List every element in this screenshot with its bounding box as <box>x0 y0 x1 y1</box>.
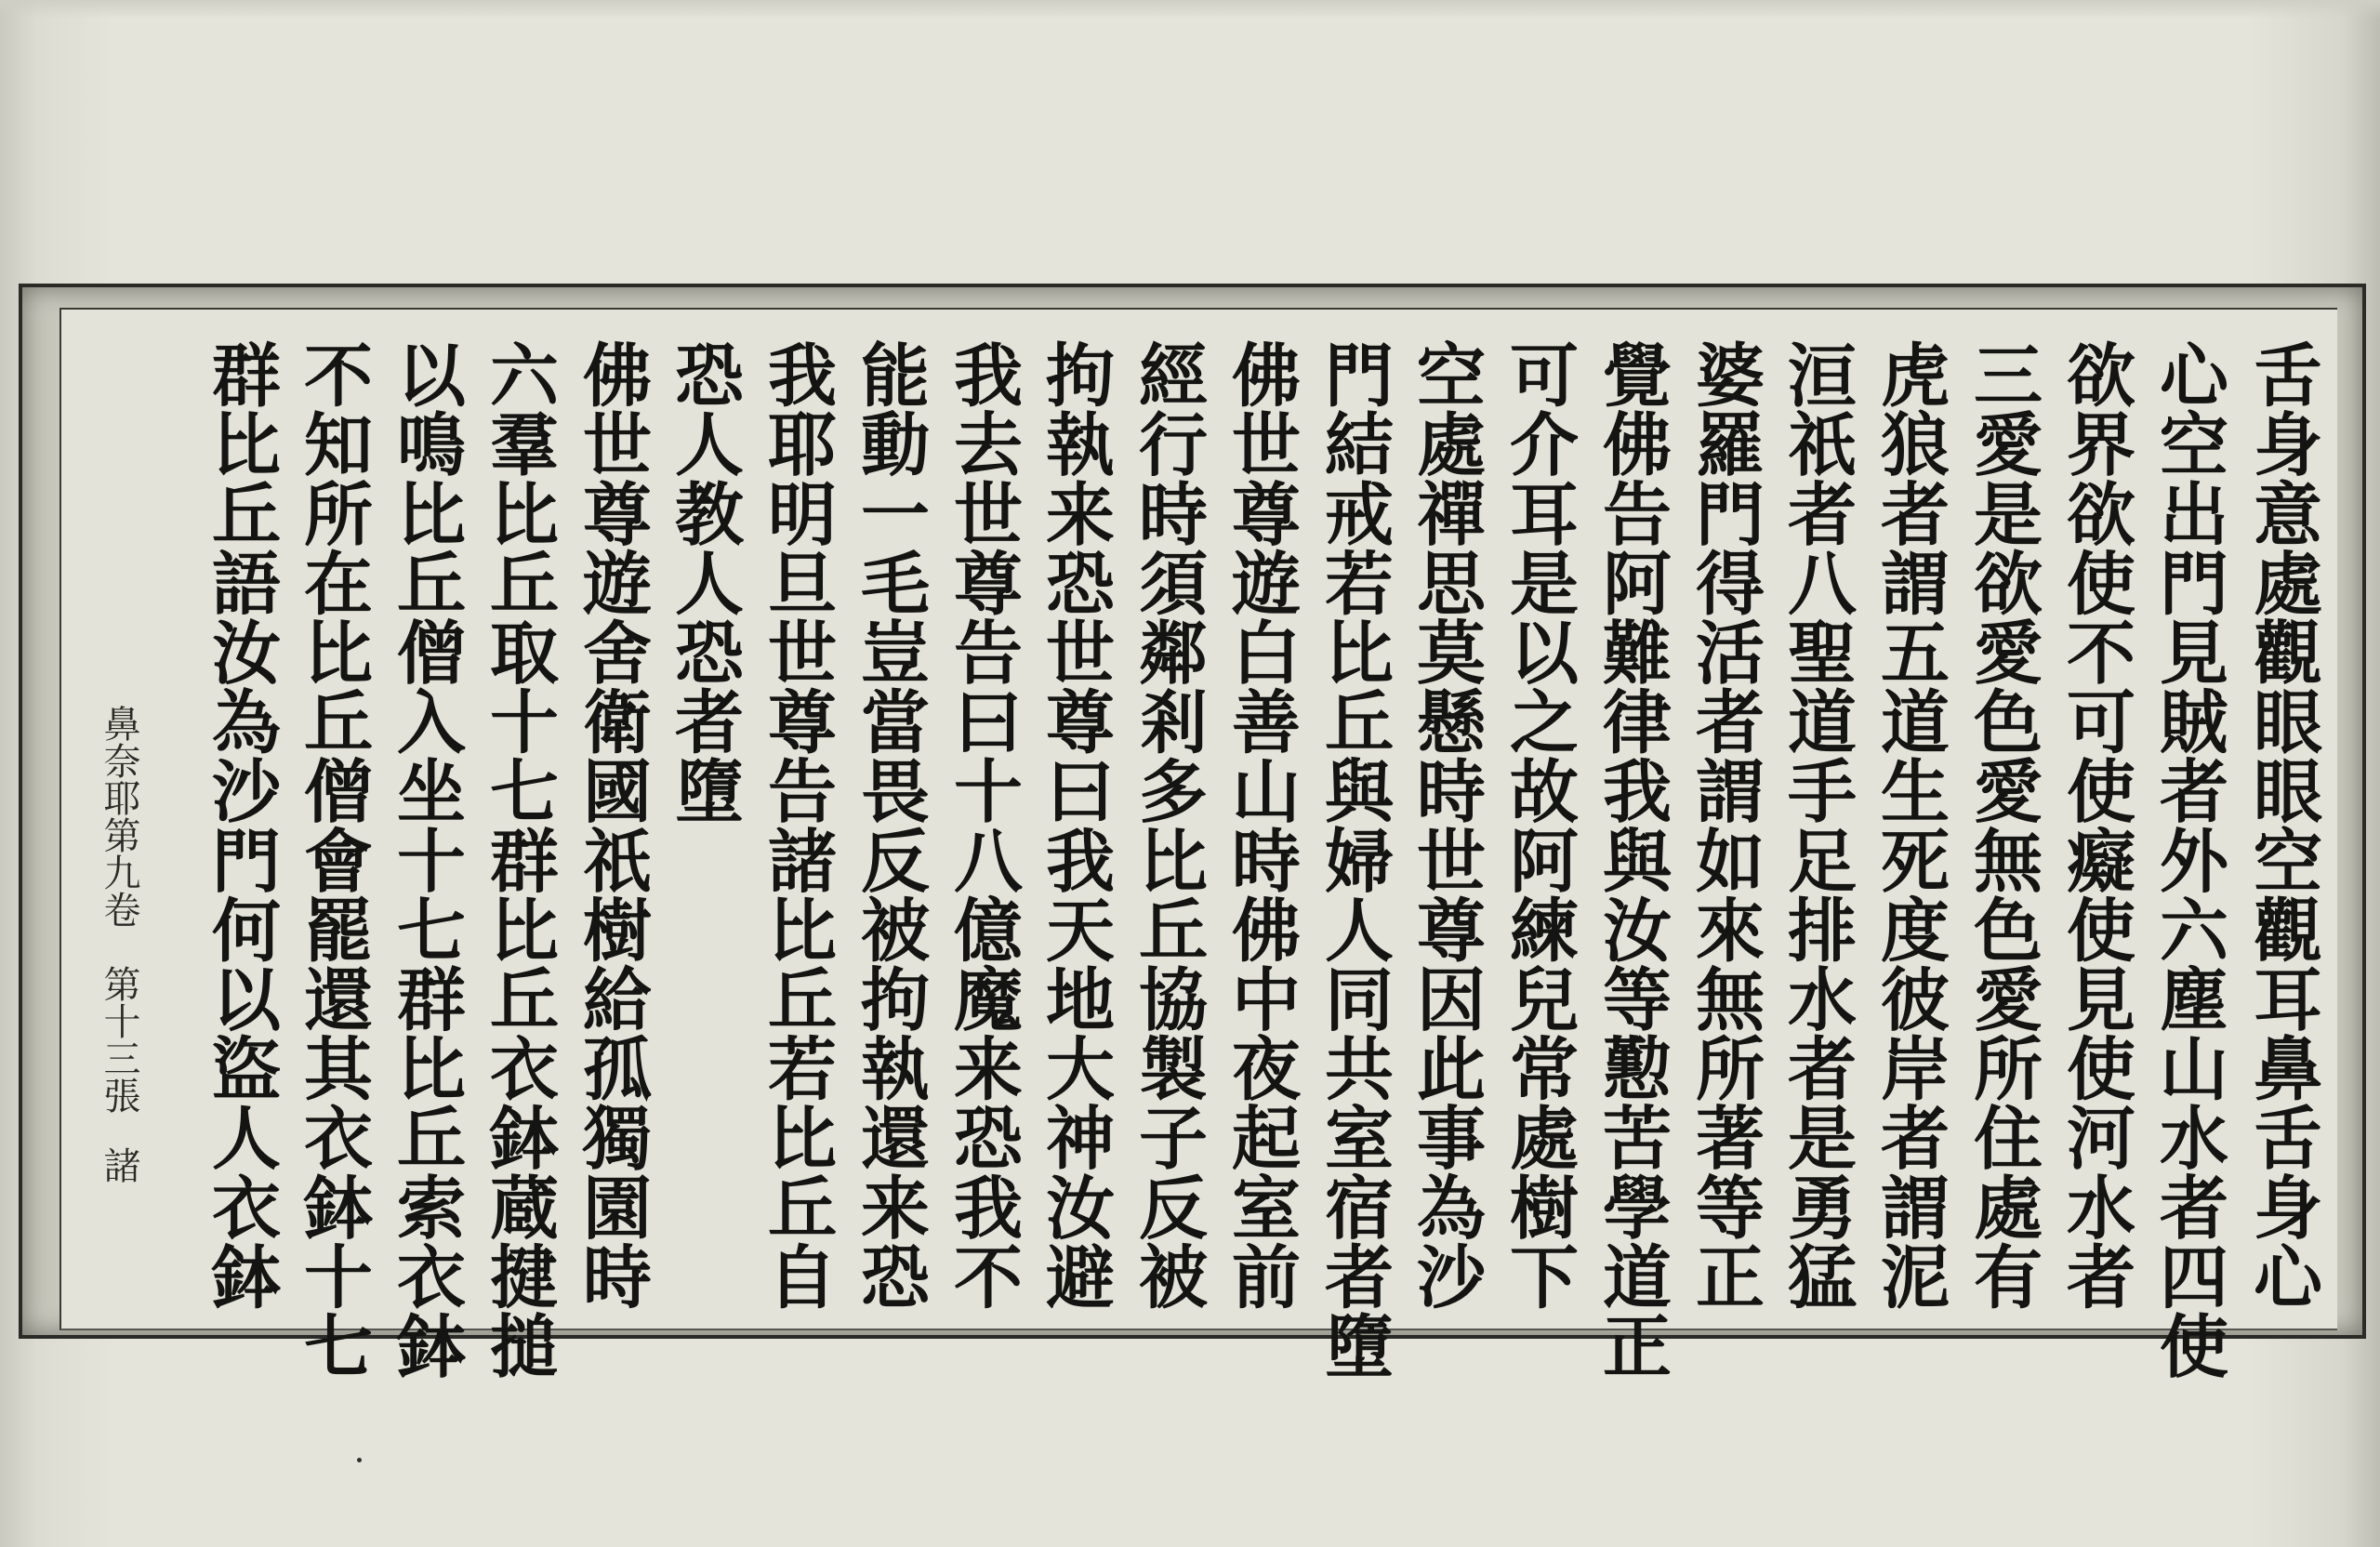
text-column-13: 經行時須鄰剎多比丘協製子反被 <box>1128 339 1208 1311</box>
text-column-12: 佛世尊遊白善山時佛中夜起室前 <box>1221 339 1301 1311</box>
text-column-1: 舌身意處觀眼眼空觀耳鼻舌身心 <box>2242 339 2322 1311</box>
ink-speck <box>357 1458 362 1462</box>
text-column-19: 佛世尊遊舍衛國祇樹給孤獨園時 <box>572 339 652 1311</box>
text-column-2: 心空出門見賊者外六塵山水者四使 <box>2149 339 2228 1380</box>
text-column-17: 我耶明旦世尊告諸比丘若比丘自 <box>757 339 837 1311</box>
text-column-9: 可介耳是以之故阿練兒常處樹下 <box>1499 339 1579 1311</box>
woodblock-print-frame <box>19 284 2366 1380</box>
text-column-3: 欲界欲使不可使癡使見使河水者 <box>2056 339 2135 1311</box>
text-column-8: 覺佛告阿難律我與汝等懃苦學道正 <box>1592 339 1672 1380</box>
page-top-shadow <box>0 0 2380 19</box>
text-column-11: 門結戒若比丘與婦人同共室宿者墮 <box>1314 339 1394 1380</box>
text-column-16: 能動一毛豈當畏反被拘執還来恐 <box>850 339 930 1311</box>
text-panel <box>60 308 2337 1380</box>
text-column-22: 不知所在比丘僧會罷還其衣鉢十七 <box>293 339 373 1380</box>
text-column-7: 婆羅門得活者謂如來無所著等正 <box>1685 339 1765 1311</box>
margin-note-sheet: 第十三張 <box>98 965 140 1114</box>
text-column-4: 三愛是欲愛色愛無色愛所住處有 <box>1963 339 2043 1311</box>
text-column-14: 拘執来恐世尊曰我天地大神汝避 <box>1035 339 1115 1311</box>
text-column-10: 空處禪思莫懸時世尊因此事為沙 <box>1406 339 1486 1311</box>
text-column-6: 洹祇者八聖道手足排水者是勇猛 <box>1777 339 1857 1311</box>
margin-note-volume: 鼻奈耶第九卷 <box>98 705 140 928</box>
text-column-5: 虎狼者謂五道生死度彼岸者謂泥 <box>1870 339 1950 1311</box>
text-column-20: 六羣比丘取十七群比丘衣鉢蔵揵搥 <box>479 339 559 1380</box>
text-column-18: 恐人教人恐者墮 <box>664 339 744 826</box>
text-column-23: 群比丘語汝為沙門何以盜人衣鉢 <box>201 339 281 1311</box>
margin-note-mark: 諸 <box>98 1146 140 1183</box>
text-column-15: 我去世尊告曰十八億魔来恐我不 <box>943 339 1023 1311</box>
text-column-21: 以鳴比丘僧入坐十七群比丘索衣鉢 <box>386 339 466 1380</box>
